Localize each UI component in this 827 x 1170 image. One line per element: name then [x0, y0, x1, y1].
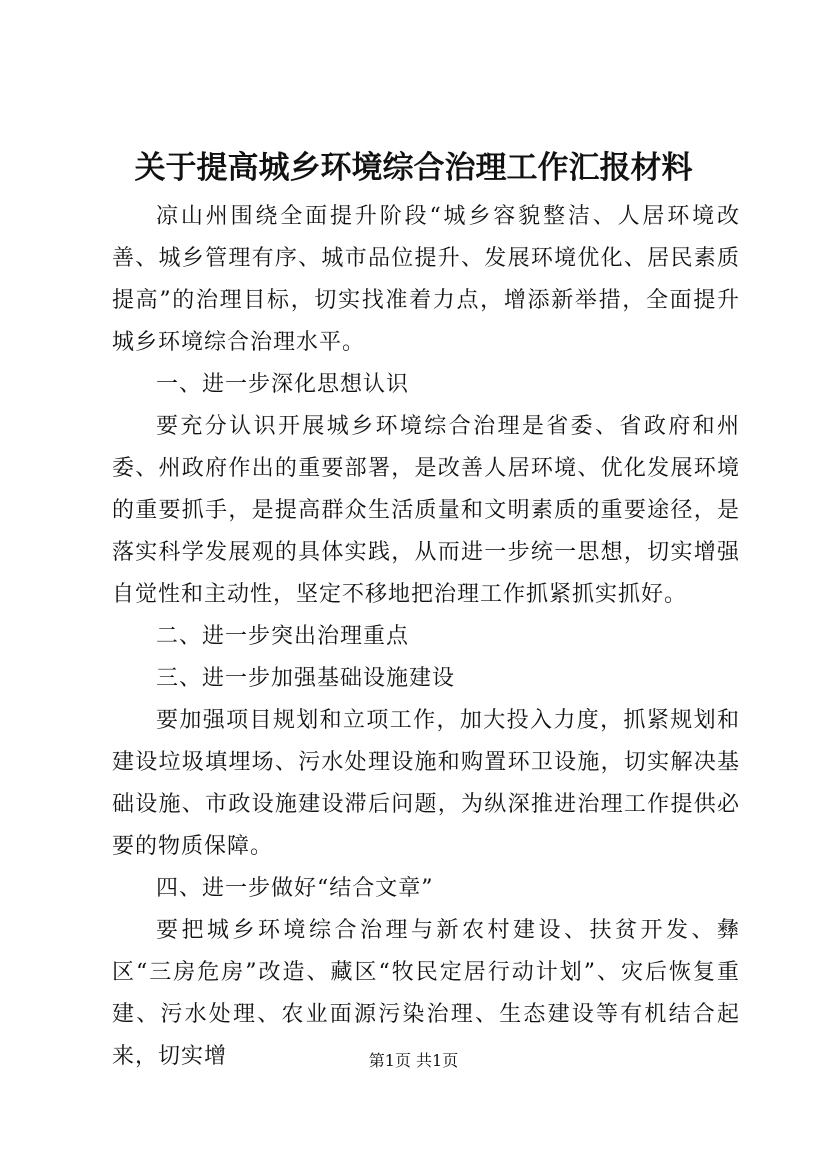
- intro-paragraph: 凉山州围绕全面提升阶段“城乡容貌整洁、人居环境改善、城乡管理有序、城市品位提升、发展环境优化、居民素质提高”的治理目标，切实找准着力点，增添新举措，全面提升城乡环境综合治理水平。: [112, 204, 740, 355]
- section-4-paragraph: 要把城乡环境综合治理与新农村建设、扶贫开发、彝区“三房危房”改造、藏区“牧民定居行动计划”、灾后恢复重建、污水处理、农业面源污染治理、生态建设等有机结合起来，切实增: [112, 918, 740, 1069]
- document-body: [112, 196, 740, 1078]
- page-number-footer: 第1页 共1页: [368, 1051, 459, 1070]
- section-heading-2: 二、进一步突出治理重点: [156, 624, 410, 649]
- section-heading-3: 三、进一步加强基础设施建设: [156, 666, 456, 691]
- document-title: 关于提高城乡环境综合治理工作汇报材料: [134, 150, 693, 186]
- section-heading-4: 四、进一步做好“结合文章”: [156, 876, 434, 901]
- section-1-paragraph: 要充分认识开展城乡环境综合治理是省委、省政府和州委、州政府作出的重要部署，是改善人居环境、优化发展环境的重要抓手，是提高群众生活质量和文明素质的重要途径，是落实科学发展观的具体实践，从而进一步统一思想，切实增强自觉性和主动性，坚定不移地把治理工作抓紧抓实抓好。: [112, 414, 740, 607]
- section-3-paragraph: 要加强项目规划和立项工作，加大投入力度，抓紧规划和建设垃圾填埋场、污水处理设施和购置环卫设施，切实解决基础设施、市政设施建设滞后问题，为纵深推进治理工作提供必要的物质保障。: [112, 708, 740, 859]
- section-heading-1: 一、进一步深化思想认识: [156, 372, 410, 397]
